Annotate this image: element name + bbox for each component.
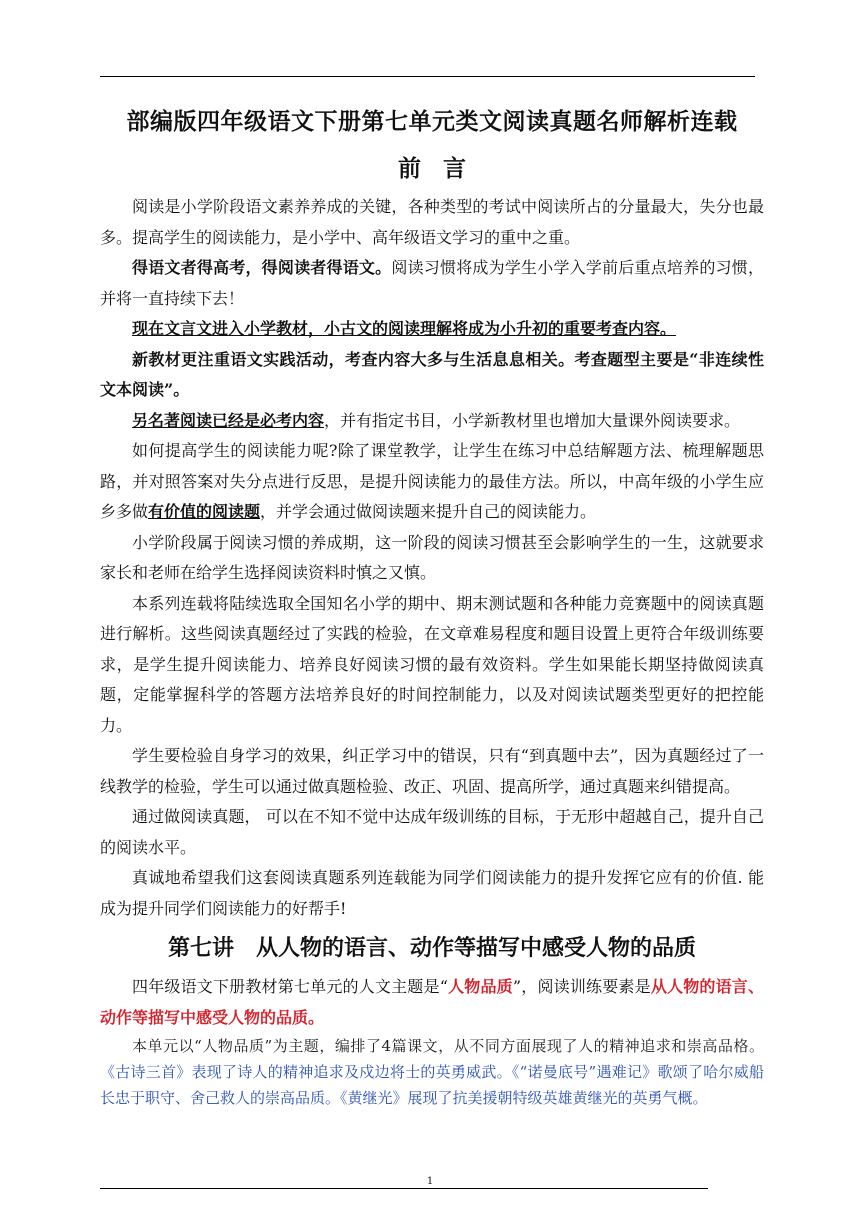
unit-overview-blue: 《古诗三首》表现了诗人的精神追求及戍边将士的英勇威武。《“诺曼底号”遇难记》歌颂了哈尔威船长忠于职守、舍己救人的崇高品质。《黄继光》展现了抗美援朝特级英雄黄继光的英勇气概。 (100, 1063, 764, 1107)
paragraph-7: 小学阶段属于阅读习惯的养成期，这一阶段的阅读习惯甚至会影响学生的一生，这就要求家长和老师在给学生选择阅读资料时慎之又慎。 (100, 532, 764, 582)
preface-heading: 前言 (398, 155, 488, 182)
lecture-title: 第七讲 从人物的语言、动作等描写中感受人物的品质 (167, 935, 696, 961)
header-rule (100, 76, 755, 77)
paragraph-9: 学生要检验自身学习的效果，纠正学习中的错误，只有“到真题中去”，因为真题经过了一线教学的检验，学生可以通过做真题检验、改正、巩固、提高所学，通过真题来纠错提高。 (100, 746, 764, 796)
paragraph-1: 阅读是小学阶段语文素养养成的关键，各种类型的考试中阅读所占的分量最大，失分也最多。提高学生的阅读能力，是小学中、高年级语文学习的重中之重。 (100, 197, 764, 247)
paragraph-6 (100, 436, 764, 528)
paragraph-3-text: 现在文言文进入小学教材，小古文的阅读理解将成为小升初的重要考查内容。 (132, 319, 677, 338)
paragraph-4: 新教材更注重语文实践活动，考查内容大多与生活息息相关。考查题型主要是“非连续性文本阅读”。 (100, 349, 764, 399)
footer-rule (100, 1188, 708, 1189)
unit-overview-a: 本单元以“人物品质”为主题，编排了4篇课文，从不同方面展现了人的精神追求和崇高品格。 (132, 1037, 764, 1055)
unit-overview (100, 1033, 764, 1111)
paragraph-10: 通过做阅读真题， 可以在不知不觉中达成年级训练的目标，于无形中超越自己，提升自己的阅读水平。 (100, 807, 764, 857)
paragraph-5-rest: ，并有指定书目，小学新教材里也增加大量课外阅读要求。 (324, 410, 741, 430)
paragraph-6-a: 如何提高学生的阅读能力呢?除了课堂教学，让学生在练习中总结解题方法、梳理解题思路，并对照答案对失分点进行反思，是提升阅读能力的最佳方法。所以，中高年级的小学生应乡多做 (100, 441, 764, 521)
document-title: 部编版四年级语文下册第七单元类文阅读真题名师解析连载 (126, 108, 738, 135)
paragraph-11: 真诚地希望我们这套阅读真题系列连载能为同学们阅读能力的提升发挥它应有的价值. 能成为提升同学们阅读能力的好帮手! (100, 868, 764, 918)
paragraph-5-underline: 另名著阅读已经是必考内容 (132, 410, 325, 430)
paragraph-2-bold: 得语文者得高考，得阅读者得语文。 (132, 258, 392, 277)
paragraph-3 (100, 314, 764, 345)
page-number: 1 (426, 1176, 434, 1187)
lecture-element: 从人物的语言、动作等描写中感受人物的品质。 (100, 977, 764, 1027)
paragraph-6-b: ，并学会通过做阅读题来提升自己的阅读能力。 (260, 502, 597, 521)
paragraph-2 (100, 253, 764, 314)
paragraph-2-rest: 阅读习惯将成为学生小学入学前后重点培养的习惯，并将一直持续下去！ (100, 258, 764, 308)
paragraph-6-bold: 有价值的阅读题 (148, 502, 261, 521)
lecture-intro (100, 972, 764, 1033)
lecture-intro-a: 四年级语文下册教材第七单元的人文主题是“ (132, 977, 448, 996)
paragraph-5 (100, 406, 764, 437)
paragraph-8: 本系列连载将陆续选取全国知名小学的期中、期末测试题和各种能力竞赛题中的阅读真题进行解析。这些阅读真题经过了实践的检验，在文章难易程度和题目设置上更符合年级训练要求，是学生提升阅读能力、培养良好阅读习惯的最有效资料。学生如果能长期坚持做阅读真题，定能掌握科学的答题方法培养良好的时间控制能力，以及对阅读试题类型更好的把控能力。 (100, 593, 764, 735)
lecture-intro-b: ”，阅读训练要素是 (512, 977, 651, 996)
document-body (100, 98, 764, 1111)
lecture-theme: 人物品质 (447, 977, 513, 996)
